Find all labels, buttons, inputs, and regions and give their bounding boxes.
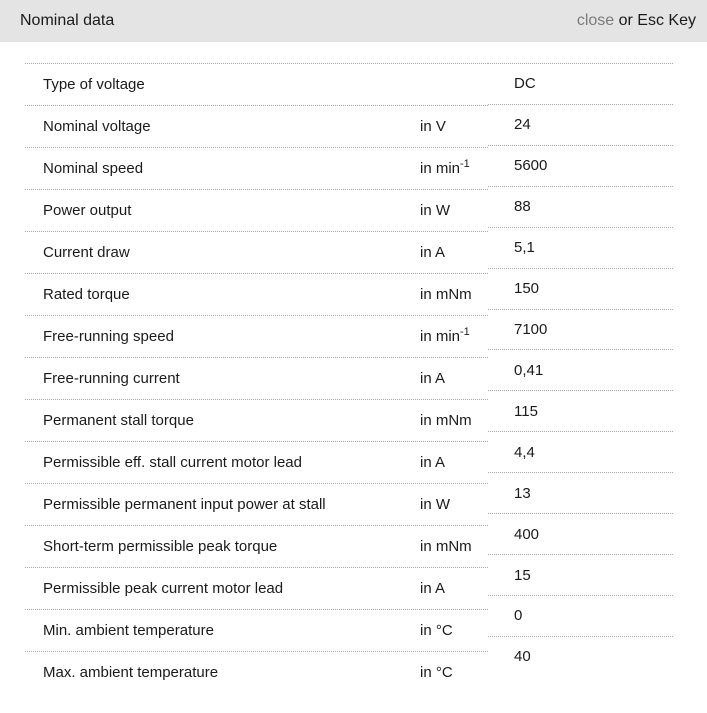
row-value: 88 — [514, 198, 531, 216]
table-value-row-0 — [488, 63, 673, 104]
row-value: 15 — [514, 566, 531, 584]
table-value-row-13 — [488, 595, 673, 636]
row-unit: in A — [420, 244, 446, 261]
table-row-1 — [25, 105, 488, 147]
dialog-header — [0, 0, 707, 42]
table-row-9 — [25, 441, 488, 483]
table-row-2 — [25, 147, 488, 189]
row-unit: in $\min^{-1}$ — [420, 158, 470, 177]
close-button[interactable]: close — [576, 12, 615, 29]
row-label: Short-term permissible peak torque — [43, 538, 278, 555]
row-label: Nominal voltage — [43, 118, 151, 135]
value-column — [488, 63, 673, 677]
row-value: 5600 — [514, 157, 548, 175]
table-value-row-2 — [488, 145, 673, 186]
row-label: Max. ambient temperature — [43, 664, 219, 681]
row-unit: in °C — [420, 664, 453, 681]
table-row-4 — [25, 231, 488, 273]
table-value-row-10 — [488, 472, 673, 513]
row-label: Nominal speed — [43, 160, 144, 177]
row-unit: in $\min^{-1}$ — [420, 326, 470, 345]
row-value: 7100 — [514, 320, 548, 338]
row-label: Permissible peak current motor lead — [43, 580, 284, 597]
table-row-7 — [25, 357, 488, 399]
row-value: 115 — [514, 402, 538, 420]
row-unit: in mNm — [420, 412, 472, 429]
table-row-13 — [25, 609, 488, 651]
table-value-row-1 — [488, 104, 673, 145]
nominal-data-table — [25, 63, 673, 693]
row-label: Current draw — [43, 244, 130, 261]
row-value: 0 — [514, 607, 523, 625]
table-row-11 — [25, 525, 488, 567]
row-value: 4,4 — [514, 443, 535, 461]
table-value-row-3 — [488, 186, 673, 227]
row-unit: in A — [420, 580, 446, 597]
table-value-row-5 — [488, 268, 673, 309]
row-value: 5,1 — [514, 239, 535, 257]
row-label: Permissible permanent input power at stall — [43, 496, 326, 513]
table-value-row-12 — [488, 554, 673, 595]
row-label: Rated torque — [43, 286, 130, 303]
table-row-8 — [25, 399, 488, 441]
row-value: 150 — [514, 280, 540, 298]
table-row-6 — [25, 315, 488, 357]
row-value: DC — [514, 75, 536, 93]
table-row-5 — [25, 273, 488, 315]
table-value-row-9 — [488, 431, 673, 472]
row-value: 400 — [514, 525, 540, 543]
row-unit: in °C — [420, 622, 453, 639]
row-label: Min. ambient temperature — [43, 622, 214, 639]
row-label: Type of voltage — [43, 76, 145, 93]
table-row-12 — [25, 567, 488, 609]
row-unit: in V — [420, 118, 446, 135]
table-row-14 — [25, 651, 488, 693]
table-value-row-4 — [488, 227, 673, 268]
row-value: 24 — [514, 116, 531, 134]
row-value: 0,41 — [514, 361, 544, 379]
table-row-10 — [25, 483, 488, 525]
dialog-title: Nominal data — [20, 12, 115, 29]
table-value-row-8 — [488, 390, 673, 431]
row-unit: in W — [420, 496, 450, 513]
close-hint-text: or Esc Key — [614, 12, 696, 29]
table-value-row-6 — [488, 309, 673, 350]
table-row-0 — [25, 63, 488, 105]
row-label: Free-running current — [43, 370, 180, 387]
close-area — [577, 12, 696, 30]
row-value: 40 — [514, 648, 531, 666]
row-unit: in A — [420, 370, 446, 387]
row-unit: in mNm — [420, 538, 472, 555]
row-unit: in W — [420, 202, 450, 219]
table-row-3 — [25, 189, 488, 231]
table-value-row-14 — [488, 636, 673, 677]
row-label: Permanent stall torque — [43, 412, 194, 429]
label-unit-column — [25, 63, 488, 693]
table-value-row-7 — [488, 349, 673, 390]
row-value: 13 — [514, 484, 531, 502]
row-unit: in A — [420, 454, 446, 471]
row-label: Permissible eff. stall current motor lead — [43, 454, 302, 471]
row-unit: in mNm — [420, 286, 472, 303]
table-value-row-11 — [488, 513, 673, 554]
row-label: Free-running speed — [43, 328, 174, 345]
row-label: Power output — [43, 202, 132, 219]
